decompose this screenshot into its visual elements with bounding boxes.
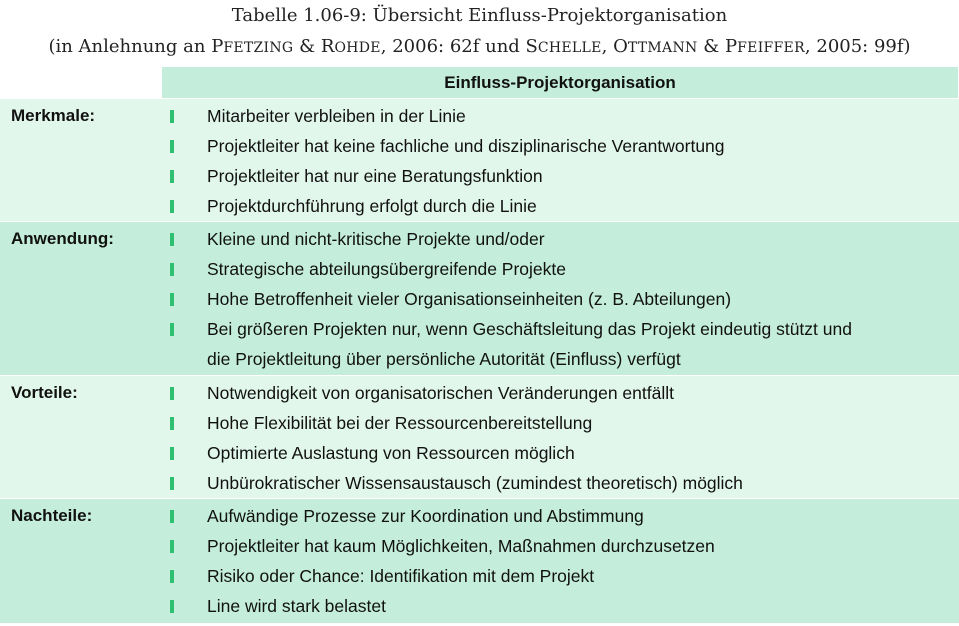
section-label: Vorteile: (11, 383, 78, 402)
list-item (0, 161, 959, 191)
section-label: Nachteile: (11, 506, 93, 525)
list-item-continuation (0, 344, 959, 374)
list-item-text: Projektdurchführung erfolgt durch die Linie (207, 196, 537, 216)
bullet-icon (170, 293, 174, 306)
section-nachteile (0, 499, 959, 623)
list-item-text: Notwendigkeit von organisatorischen Veränderungen entfällt (207, 383, 674, 403)
bullet-icon (170, 570, 174, 583)
list-item (0, 531, 959, 561)
list-item (0, 191, 959, 221)
bullet-icon (170, 140, 174, 153)
list-item-text: Strategische abteilungsübergreifende Projekte (207, 259, 566, 279)
bullet-icon (170, 600, 174, 613)
list-item (0, 591, 959, 621)
bullet-icon (170, 387, 174, 400)
list-item (0, 314, 959, 344)
bullet-icon (170, 200, 174, 213)
list-item-text: Risiko oder Chance: Identifikation mit dem Projekt (207, 566, 595, 586)
list-item-text: Line wird stark belastet (207, 596, 386, 616)
list-item (0, 561, 959, 591)
list-item-text: Mitarbeiter verbleiben in der Linie (207, 106, 466, 126)
table-caption-source: (in Anlehnung an PFETZING & ROHDE, 2006: 62f und SCHELLE, OTTMANN & PFEIFFER, 2005: 99f) (48, 36, 911, 57)
bullet-icon (170, 447, 174, 460)
list-item (0, 438, 959, 468)
bullet-icon (170, 110, 174, 123)
list-item-text: Unbürokratischer Wissensaustausch (zumindest theoretisch) möglich (207, 473, 743, 493)
author-pfeiffer: PFEIFFER (725, 36, 805, 57)
bullet-icon (170, 170, 174, 183)
table-header: Einfluss-Projektorganisation (162, 67, 958, 98)
list-item (0, 254, 959, 284)
bullet-icon (170, 510, 174, 523)
list-item-text: Hohe Betroffenheit vieler Organisationseinheiten (z. B. Abteilungen) (207, 289, 732, 309)
bullet-icon (170, 323, 174, 336)
caption-prefix: (in Anlehnung an (48, 36, 212, 57)
list-item (0, 224, 959, 254)
list-item-text: Kleine und nicht-kritische Projekte und/oder (207, 229, 545, 249)
list-item (0, 408, 959, 438)
section-vorteile (0, 376, 959, 498)
table-caption-title: Tabelle 1.06-9: Übersicht Einfluss-Projektorganisation (231, 5, 728, 26)
list-item-text: Projektleiter hat kaum Möglichkeiten, Maßnahmen durchzusetzen (207, 536, 715, 556)
list-item-text: Projektleiter hat keine fachliche und disziplinarische Verantwortung (207, 136, 725, 156)
section-label: Anwendung: (11, 229, 114, 248)
bullet-icon (170, 540, 174, 553)
bullet-icon (170, 263, 174, 276)
section-label: Merkmale: (11, 106, 96, 125)
section-anwendung (0, 222, 959, 375)
list-item (0, 501, 959, 531)
author-pfetzing: PFETZING (211, 36, 294, 57)
bullet-icon (170, 477, 174, 490)
list-item (0, 378, 959, 408)
list-item-text: Projektleiter hat nur eine Beratungsfunktion (207, 166, 543, 186)
author-ottmann: OTTMANN (613, 36, 698, 57)
bullet-icon (170, 233, 174, 246)
list-item-text: Aufwändige Prozesse zur Koordination und Abstimmung (207, 506, 644, 526)
list-item (0, 131, 959, 161)
list-item-text: Optimierte Auslastung von Ressourcen möglich (207, 443, 575, 463)
list-item (0, 468, 959, 498)
list-item-text: Hohe Flexibilität bei der Ressourcenbereitstellung (207, 413, 593, 433)
list-item-text: die Projektleitung über persönliche Autorität (Einfluss) verfügt (207, 349, 681, 369)
author-rohde: ROHDE (320, 36, 381, 57)
section-merkmale (0, 99, 959, 221)
bullet-icon (170, 417, 174, 430)
list-item (0, 284, 959, 314)
author-schelle: SCHELLE (525, 36, 602, 57)
list-item-text: Bei größeren Projekten nur, wenn Geschäftsleitung das Projekt eindeutig stützt und (207, 319, 852, 339)
list-item (0, 101, 959, 131)
